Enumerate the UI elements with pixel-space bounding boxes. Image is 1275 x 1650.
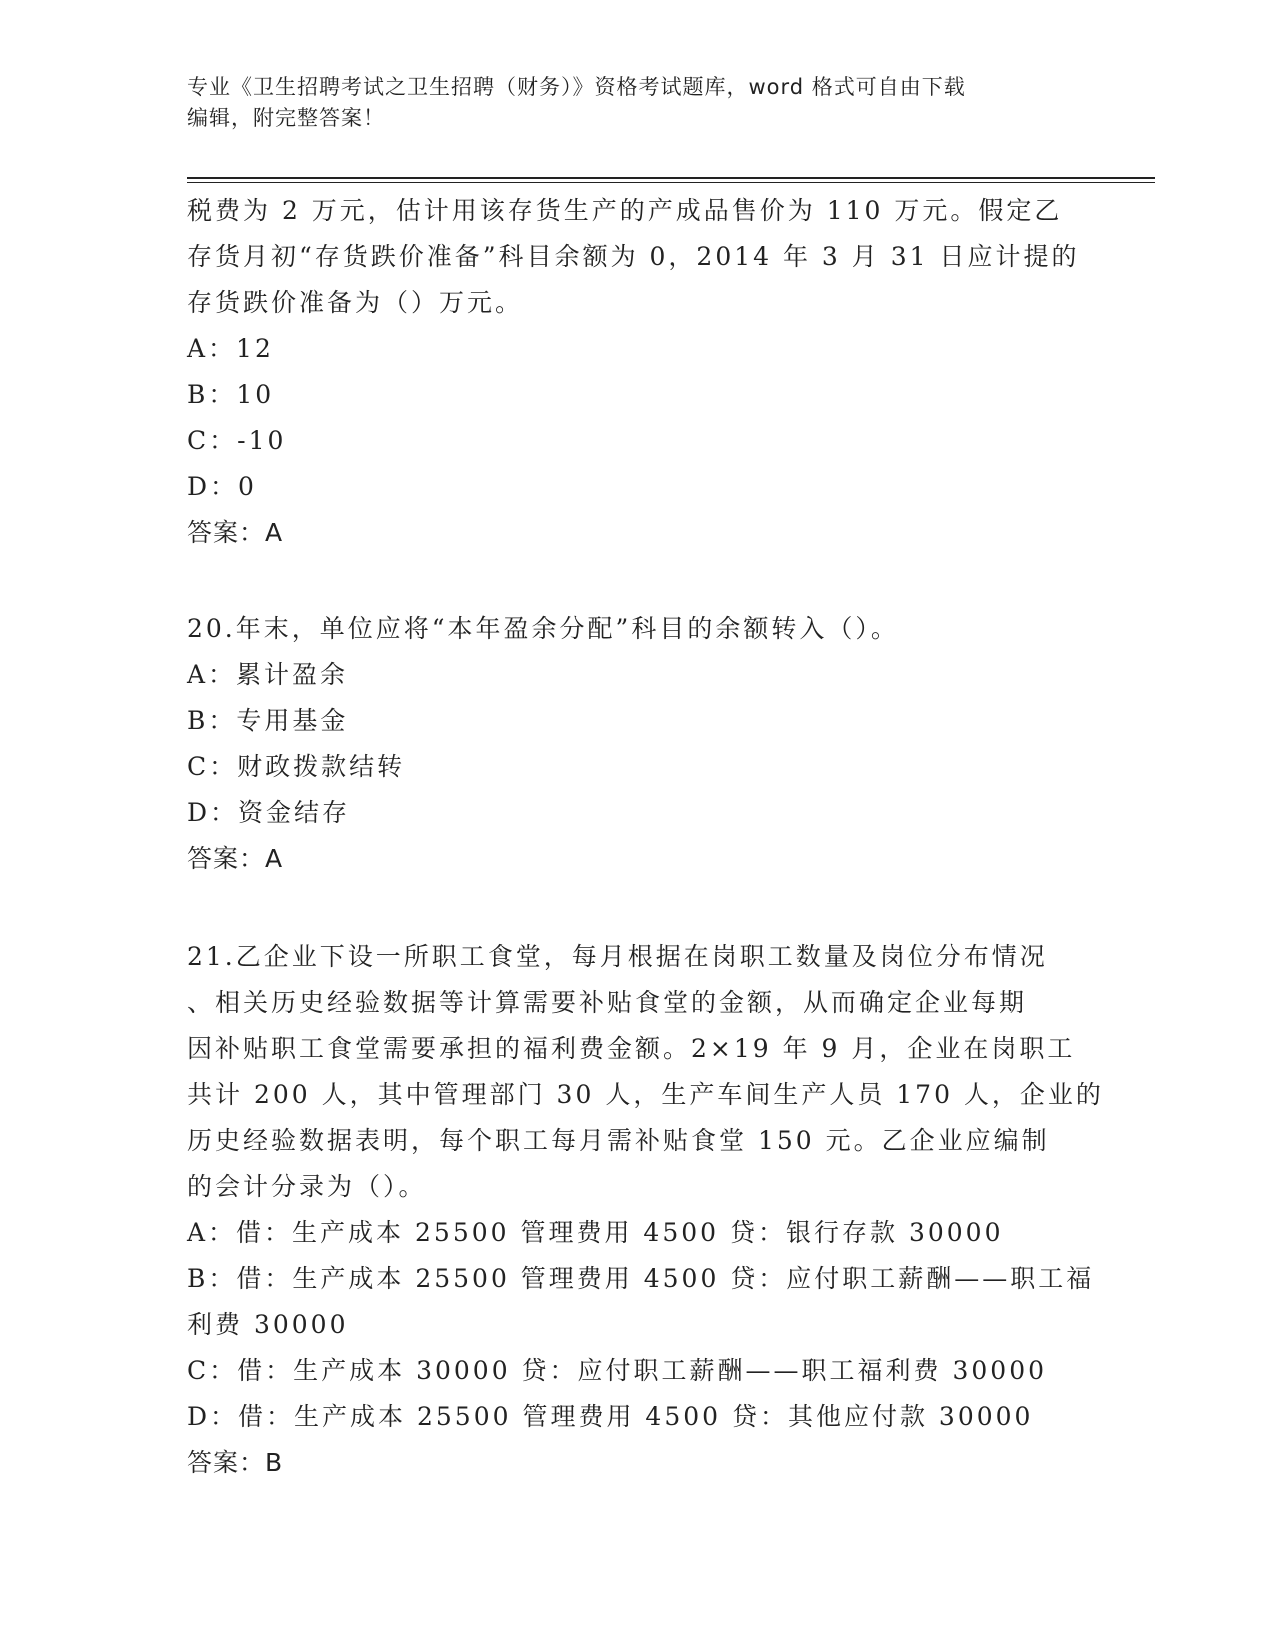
- option-b: B：10: [187, 380, 275, 409]
- option-c: C：财政拨款结转: [187, 752, 406, 781]
- option-c: C：-10: [187, 426, 287, 455]
- header-line-2: 编辑，附完整答案！: [187, 106, 385, 130]
- option-d: D：借：生产成本 25500 管理费用 4500 贷：其他应付款 30000: [187, 1402, 1034, 1431]
- question-text-line: 历史经验数据表明，每个职工每月需补贴食堂 150 元。乙企业应编制: [187, 1126, 1050, 1155]
- answer-line: 答案：B: [187, 1448, 284, 1477]
- answer-line: 答案：A: [187, 844, 284, 873]
- question-text-line: 存货跌价准备为（）万元。: [187, 288, 524, 317]
- question-19: [187, 188, 1087, 556]
- question-text-line: 21.乙企业下设一所职工食堂，每月根据在岗职工数量及岗位分布情况: [187, 942, 1048, 971]
- question-text-line: 、相关历史经验数据等计算需要补贴食堂的金额，从而确定企业每期: [187, 988, 1028, 1017]
- option-a: A：累计盈余: [187, 660, 349, 689]
- option-a: A：12: [187, 334, 274, 363]
- header-line-1: 专业《卫生招聘考试之卫生招聘（财务）》资格考试题库，word 格式可自由下载: [187, 75, 966, 99]
- question-text-line: 20.年末，单位应将“本年盈余分配”科目的余额转入（）。: [187, 614, 899, 643]
- question-text-line: 税费为 2 万元，估计用该存货生产的产成品售价为 110 万元。假定乙: [187, 196, 1063, 225]
- document-header: [187, 72, 1087, 134]
- question-text-line: 的会计分录为（）。: [187, 1172, 427, 1201]
- option-c: C：借：生产成本 30000 贷：应付职工薪酬——职工福利费 30000: [187, 1356, 1048, 1385]
- option-b: B：专用基金: [187, 706, 349, 735]
- question-text-line: 因补贴职工食堂需要承担的福利费金额。2×19 年 9 月，企业在岗职工: [187, 1034, 1076, 1063]
- question-21: [187, 934, 1104, 1486]
- header-divider-thin: [187, 182, 1155, 183]
- answer-line: 答案：A: [187, 518, 284, 547]
- header-divider-thick: [187, 177, 1155, 179]
- question-text-line: 共计 200 人，其中管理部门 30 人，生产车间生产人员 170 人，企业的: [187, 1080, 1104, 1109]
- question-20: [187, 606, 1087, 882]
- option-a: A：借：生产成本 25500 管理费用 4500 贷：银行存款 30000: [187, 1218, 1004, 1247]
- question-text-line: 存货月初“存货跌价准备”科目余额为 0，2014 年 3 月 31 日应计提的: [187, 242, 1080, 271]
- option-d: D：0: [187, 472, 257, 501]
- question-content: [187, 188, 1104, 1486]
- option-b-continued: 利费 30000: [187, 1310, 349, 1339]
- option-d: D：资金结存: [187, 798, 351, 827]
- option-b: B：借：生产成本 25500 管理费用 4500 贷：应付职工薪酬——职工福: [187, 1264, 1095, 1293]
